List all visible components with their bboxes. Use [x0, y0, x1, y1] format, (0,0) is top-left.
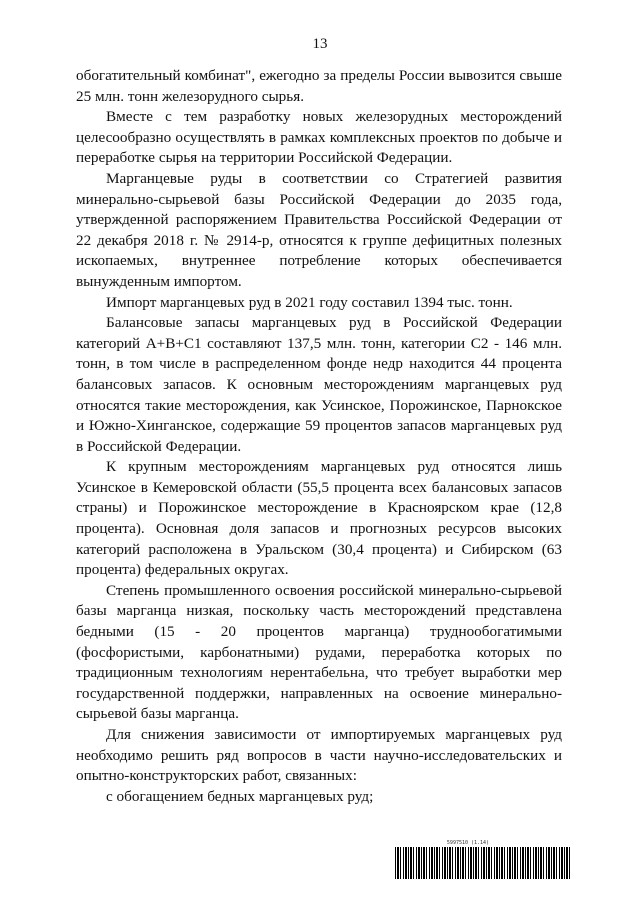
paragraph: К крупным месторождениям марганцевых руд относятся лишь Усинское в Кемеровской области (55,5 процента всех балансовых запасов страны) и Порожинское месторождение в Красноярском крае (12,8 процента). Основная доля запасов и прогнозных ресурсов высоких категорий расположена в Уральском (30,4 процента) и Сибирском (63 процента) федеральных округах. [76, 458, 562, 579]
paragraph: с обогащением бедных марганцевых руд; [106, 787, 374, 805]
page-number: 13 [312, 36, 328, 52]
document-footer [395, 840, 570, 879]
paragraph: Для снижения зависимости от импортируемых марганцевых руд необходимо решить ряд вопросов в части научно-исследовательских и опытно-конструкторских работ, связанных: [76, 726, 562, 785]
body-text [76, 66, 562, 807]
paragraph: Степень промышленного освоения российской минерально-сырьевой базы марганца низкая, поскольку часть месторождений представлена бедными (15 - 20 процентов марганца) труднообогатимыми (фосфористыми, карбонатными) рудами, переработка которых по традиционным технологиям нерентабельна, что требует выработки мер государственной поддержки, направленных на освоение минерально-сырьевой базы марганца. [76, 581, 562, 723]
paragraph: обогатительный комбинат", ежегодно за пределы России вывозится свыше 25 млн. тонн железорудного сырья. [76, 67, 562, 105]
paragraph: Вместе с тем разработку новых железорудных месторождений целесообразно осуществлять в рамках комплексных проектов по добыче и переработке сырья на территории Российской Федерации. [76, 108, 562, 167]
paragraph: Импорт марганцевых руд в 2021 году составил 1394 тыс. тонн. [106, 293, 513, 311]
barcode [395, 847, 570, 879]
document-code: 5997510 (1.14) [446, 840, 490, 846]
paragraph: Марганцевые руды в соответствии со Стратегией развития минерально-сырьевой базы Российской Федерации до 2035 года, утвержденной распоряжением Правительства Российской Федерации от 22 декабря 2018 г. № 2914-р, относятся к группе дефицитных полезных ископаемых, внутреннее потребление которых обеспечивается вынужденным импортом. [76, 169, 562, 290]
paragraph: Балансовые запасы марганцевых руд в Российской Федерации категорий А+В+С1 составляют 137,5 млн. тонн, категории С2 - 146 млн. тонн, в том числе в распределенном фонде недр находится 44 процента балансовых запасов. К основным месторождениям марганцевых руд относятся такие месторождения, как Усинское, Порожинское, Парнокское и Южно-Хинганское, содержащие 59 процентов запасов марганцевых руд в Российской Федерации. [76, 314, 562, 455]
